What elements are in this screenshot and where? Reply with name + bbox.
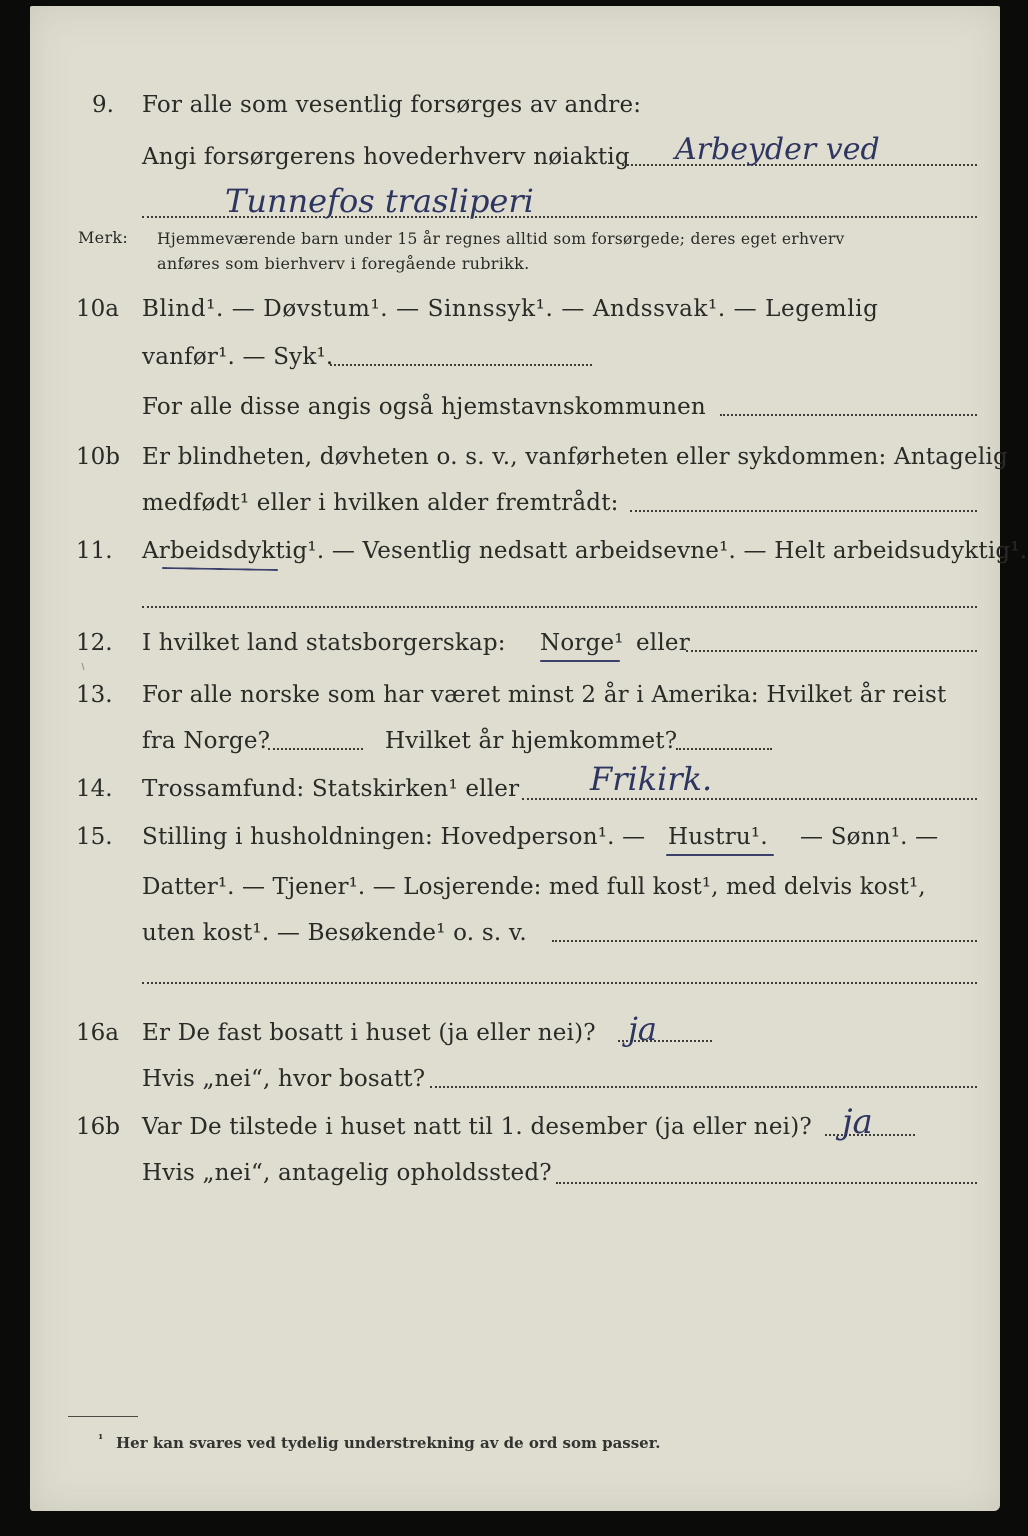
- q13-return-year-line: [676, 748, 772, 750]
- q15-hustru-underline: [666, 854, 774, 856]
- q13-number: 13.: [76, 682, 113, 708]
- q16a-number: 16a: [76, 1020, 119, 1046]
- q15-number: 15.: [76, 824, 113, 850]
- q10b-answer-line: [630, 510, 977, 512]
- q16a-handwritten-answer: ja: [628, 1010, 657, 1048]
- q16b-handwritten-answer: ja: [842, 1102, 873, 1142]
- q16b-number: 16b: [76, 1114, 120, 1140]
- q13-question-part-a: fra Norge?: [142, 728, 271, 754]
- q10b-number: 10b: [76, 444, 120, 470]
- q10a-question-line1: Blind¹. — Døvstum¹. — Sinnssyk¹. — Andssvak¹. — Legemlig: [142, 296, 879, 322]
- q15-question-post: — Sønn¹. —: [800, 824, 939, 850]
- q10a-answer-line: [330, 364, 592, 366]
- q16b-question-line2: Hvis „nei“, antagelig opholdssted?: [142, 1160, 552, 1186]
- margin-pencil-mark: [80, 661, 90, 673]
- q10b-question-line2: medfødt¹ eller i hvilken alder fremtrådt:: [142, 490, 619, 516]
- q13-question-line1: For alle norske som har været minst 2 år i Amerika: Hvilket år reist: [142, 682, 947, 708]
- q11-arbeidsdyktig-underline: [162, 567, 278, 571]
- q15-hustru-option: Hustru¹.: [668, 824, 768, 850]
- q11-number: 11.: [76, 538, 113, 564]
- q12-norge-option: Norge¹: [540, 630, 624, 656]
- footnote-text: Her kan svares ved tydelig understrekning av de ord som passer.: [116, 1434, 661, 1452]
- q10a-question-line2: vanfør¹. — Syk¹.: [142, 344, 334, 370]
- q10a-number: 10a: [76, 296, 119, 322]
- q15-question-line2: Datter¹. — Tjener¹. — Losjerende: med full kost¹, med delvis kost¹,: [142, 874, 926, 900]
- q14-answer-line: [522, 798, 977, 800]
- q16a-question-line2: Hvis „nei“, hvor bosatt?: [142, 1066, 426, 1092]
- footnote-mark: ¹: [98, 1432, 104, 1446]
- q15-question-pre: Stilling i husholdningen: Hovedperson¹. —: [142, 824, 646, 850]
- census-form-page: [30, 6, 1028, 1511]
- q15-answer-line2: [142, 982, 977, 984]
- q16b-whereabouts-answer-line: [556, 1182, 977, 1184]
- q12-question-prefix: I hvilket land statsborgerskap:: [142, 630, 506, 656]
- q14-number: 14.: [76, 776, 113, 802]
- q10a-hometown-answer-line: [720, 414, 977, 416]
- footnote-rule: [68, 1416, 138, 1417]
- q14-handwritten-answer: Frikirk.: [590, 760, 713, 798]
- merk-label: Merk:: [78, 228, 129, 247]
- q13-departure-year-line: [268, 748, 363, 750]
- q11-answer-line: [142, 606, 977, 608]
- q13-question-part-b: Hvilket år hjemkommet?: [385, 728, 678, 754]
- q9-question-line1: For alle som vesentlig forsørges av andre:: [142, 92, 642, 118]
- q16a-question-line1: Er De fast bosatt i huset (ja eller nei)?: [142, 1020, 596, 1046]
- q9-handwritten-answer-line1: Arbeyder ved: [675, 132, 880, 167]
- q14-question-line1: Trossamfund: Statskirken¹ eller: [142, 776, 520, 802]
- q16a-residence-answer-line: [430, 1086, 977, 1088]
- merk-note-line1: Hjemmeværende barn under 15 år regnes alltid som forsørgede; deres eget erhverv: [157, 230, 845, 248]
- q11-question-line1: Arbeidsdyktig¹. — Vesentlig nedsatt arbeidsevne¹. — Helt arbeidsudyktig¹.: [142, 538, 1028, 564]
- q9-handwritten-answer-line2: Tunnefos trasliperi: [225, 182, 534, 220]
- q15-question-line3: uten kost¹. — Besøkende¹ o. s. v.: [142, 920, 527, 946]
- q16b-question-line1: Var De tilstede i huset natt til 1. desember (ja eller nei)?: [142, 1114, 812, 1140]
- q15-answer-line1: [552, 940, 977, 942]
- q12-norge-underline: [540, 660, 620, 662]
- q10b-question-line1: Er blindheten, døvheten o. s. v., vanførheten eller sykdommen: Antagelig: [142, 444, 1008, 470]
- q9-number: 9.: [92, 92, 114, 118]
- q9-question-line2: Angi forsørgerens hovederhverv nøiaktig: [142, 144, 630, 170]
- merk-note-line2: anføres som bierhverv i foregående rubrikk.: [157, 254, 530, 273]
- q12-question-suffix: eller: [636, 630, 690, 656]
- q12-answer-line: [686, 650, 977, 652]
- q12-number: 12.: [76, 630, 113, 656]
- q10a-question-line3: For alle disse angis også hjemstavnskommunen: [142, 394, 706, 420]
